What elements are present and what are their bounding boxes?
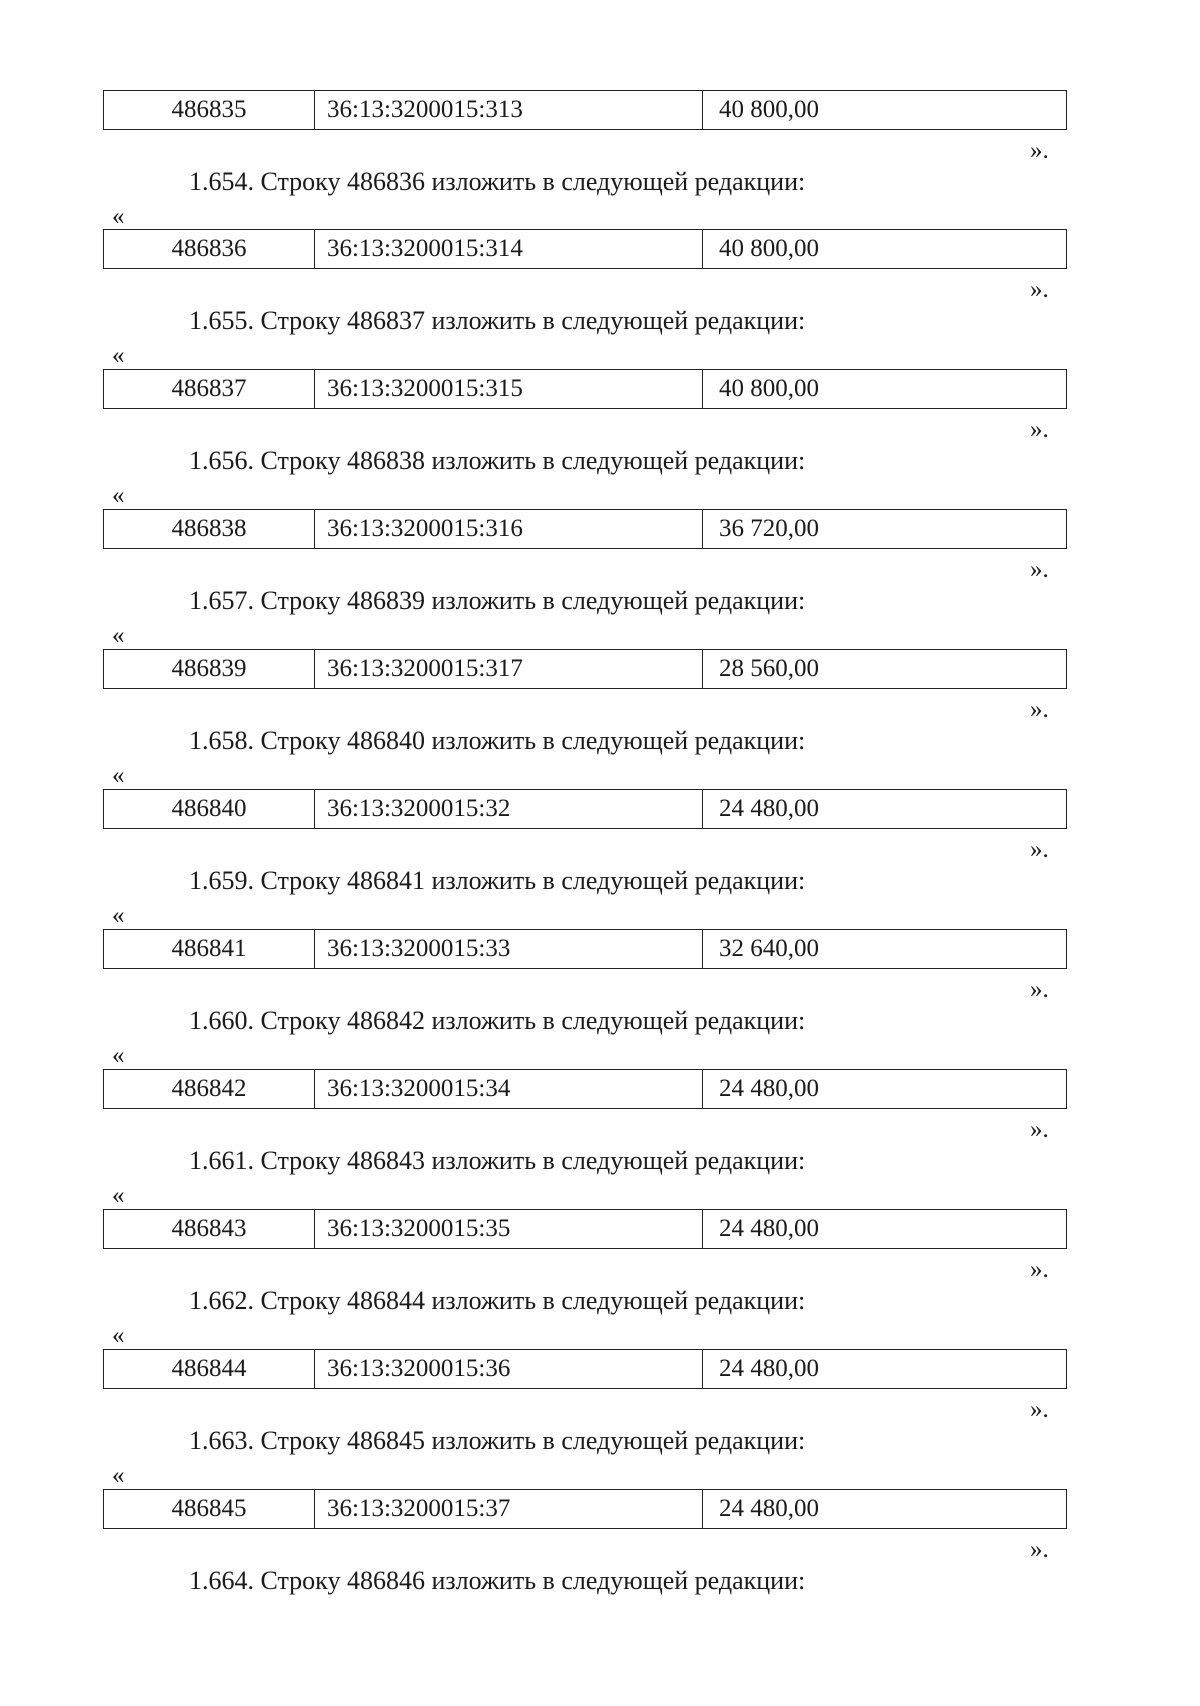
amendment-instruction: 1.661. Строку 486843 изложить в следующей редакции: bbox=[189, 1146, 806, 1175]
closing-quote: ». bbox=[1030, 276, 1049, 303]
value-cell: 32 640,00 bbox=[719, 935, 819, 962]
table-row bbox=[103, 509, 1067, 549]
amendment-instruction: 1.660. Строку 486842 изложить в следующей редакции: bbox=[189, 1006, 806, 1035]
opening-quote: « bbox=[112, 342, 125, 369]
row-code-cell: 486835 bbox=[104, 91, 315, 129]
opening-quote: « bbox=[112, 622, 125, 649]
table-row bbox=[103, 369, 1067, 409]
cadastral-number-cell: 36:13:3200015:315 bbox=[315, 370, 703, 408]
cadastral-number-cell: 36:13:3200015:316 bbox=[315, 510, 703, 548]
cadastral-number-cell: 36:13:3200015:32 bbox=[315, 790, 703, 828]
cadastral-number-cell: 36:13:3200015:35 bbox=[315, 1210, 703, 1248]
table-row bbox=[103, 1209, 1067, 1249]
cadastral-number-cell: 36:13:3200015:33 bbox=[315, 930, 703, 968]
opening-quote: « bbox=[112, 482, 125, 509]
value-cell: 40 800,00 bbox=[719, 96, 819, 123]
amendment-instruction: 1.656. Строку 486838 изложить в следующей редакции: bbox=[189, 446, 806, 475]
closing-quote: ». bbox=[1030, 976, 1049, 1003]
closing-quote: ». bbox=[1030, 836, 1049, 863]
row-code-cell: 486840 bbox=[104, 790, 315, 828]
row-code-cell: 486843 bbox=[104, 1210, 315, 1248]
opening-quote: « bbox=[112, 1322, 125, 1349]
value-cell: 24 480,00 bbox=[719, 795, 819, 822]
amendment-instruction: 1.657. Строку 486839 изложить в следующей редакции: bbox=[189, 586, 806, 615]
closing-quote: ». bbox=[1030, 1116, 1049, 1143]
closing-quote: ». bbox=[1030, 1396, 1049, 1423]
opening-quote: « bbox=[112, 902, 125, 929]
row-code-cell: 486841 bbox=[104, 930, 315, 968]
closing-quote: ». bbox=[1030, 137, 1049, 164]
value-cell: 24 480,00 bbox=[719, 1215, 819, 1242]
cadastral-number-cell: 36:13:3200015:317 bbox=[315, 650, 703, 688]
value-cell: 36 720,00 bbox=[719, 515, 819, 542]
closing-quote: ». bbox=[1030, 1536, 1049, 1563]
cadastral-number-cell: 36:13:3200015:36 bbox=[315, 1350, 703, 1388]
closing-quote: ». bbox=[1030, 696, 1049, 723]
row-code-cell: 486842 bbox=[104, 1070, 315, 1108]
amendment-instruction: 1.659. Строку 486841 изложить в следующей редакции: bbox=[189, 866, 806, 895]
opening-quote: « bbox=[112, 1182, 125, 1209]
value-cell: 24 480,00 bbox=[719, 1495, 819, 1522]
amendment-instruction: 1.662. Строку 486844 изложить в следующей редакции: bbox=[189, 1286, 806, 1315]
row-code-cell: 486844 bbox=[104, 1350, 315, 1388]
amendment-instruction: 1.655. Строку 486837 изложить в следующей редакции: bbox=[189, 306, 806, 335]
row-code-cell: 486837 bbox=[104, 370, 315, 408]
row-code-cell: 486836 bbox=[104, 230, 315, 268]
table-row bbox=[103, 1489, 1067, 1529]
amendment-instruction: 1.654. Строку 486836 изложить в следующей редакции: bbox=[189, 167, 806, 196]
opening-quote: « bbox=[112, 762, 125, 789]
opening-quote: « bbox=[112, 1462, 125, 1489]
amendment-instruction: 1.663. Строку 486845 изложить в следующей редакции: bbox=[189, 1426, 806, 1455]
amendment-instruction: 1.658. Строку 486840 изложить в следующей редакции: bbox=[189, 726, 806, 755]
table-row bbox=[103, 1069, 1067, 1109]
closing-quote: ». bbox=[1030, 556, 1049, 583]
table-row bbox=[103, 789, 1067, 829]
value-cell: 40 800,00 bbox=[719, 375, 819, 402]
cadastral-number-cell: 36:13:3200015:313 bbox=[315, 91, 703, 129]
table-row bbox=[103, 229, 1067, 269]
table-row bbox=[103, 1349, 1067, 1389]
cadastral-number-cell: 36:13:3200015:314 bbox=[315, 230, 703, 268]
row-code-cell: 486845 bbox=[104, 1490, 315, 1528]
row-code-cell: 486838 bbox=[104, 510, 315, 548]
value-cell: 24 480,00 bbox=[719, 1075, 819, 1102]
opening-quote: « bbox=[112, 203, 125, 230]
cadastral-number-cell: 36:13:3200015:37 bbox=[315, 1490, 703, 1528]
table-row bbox=[103, 90, 1067, 130]
cadastral-number-cell: 36:13:3200015:34 bbox=[315, 1070, 703, 1108]
opening-quote: « bbox=[112, 1042, 125, 1069]
value-cell: 40 800,00 bbox=[719, 235, 819, 262]
closing-quote: ». bbox=[1030, 1256, 1049, 1283]
table-row bbox=[103, 929, 1067, 969]
amendment-instruction: 1.664. Строку 486846 изложить в следующей редакции: bbox=[189, 1566, 806, 1595]
table-row bbox=[103, 649, 1067, 689]
value-cell: 24 480,00 bbox=[719, 1355, 819, 1382]
row-code-cell: 486839 bbox=[104, 650, 315, 688]
value-cell: 28 560,00 bbox=[719, 655, 819, 682]
closing-quote: ». bbox=[1030, 416, 1049, 443]
